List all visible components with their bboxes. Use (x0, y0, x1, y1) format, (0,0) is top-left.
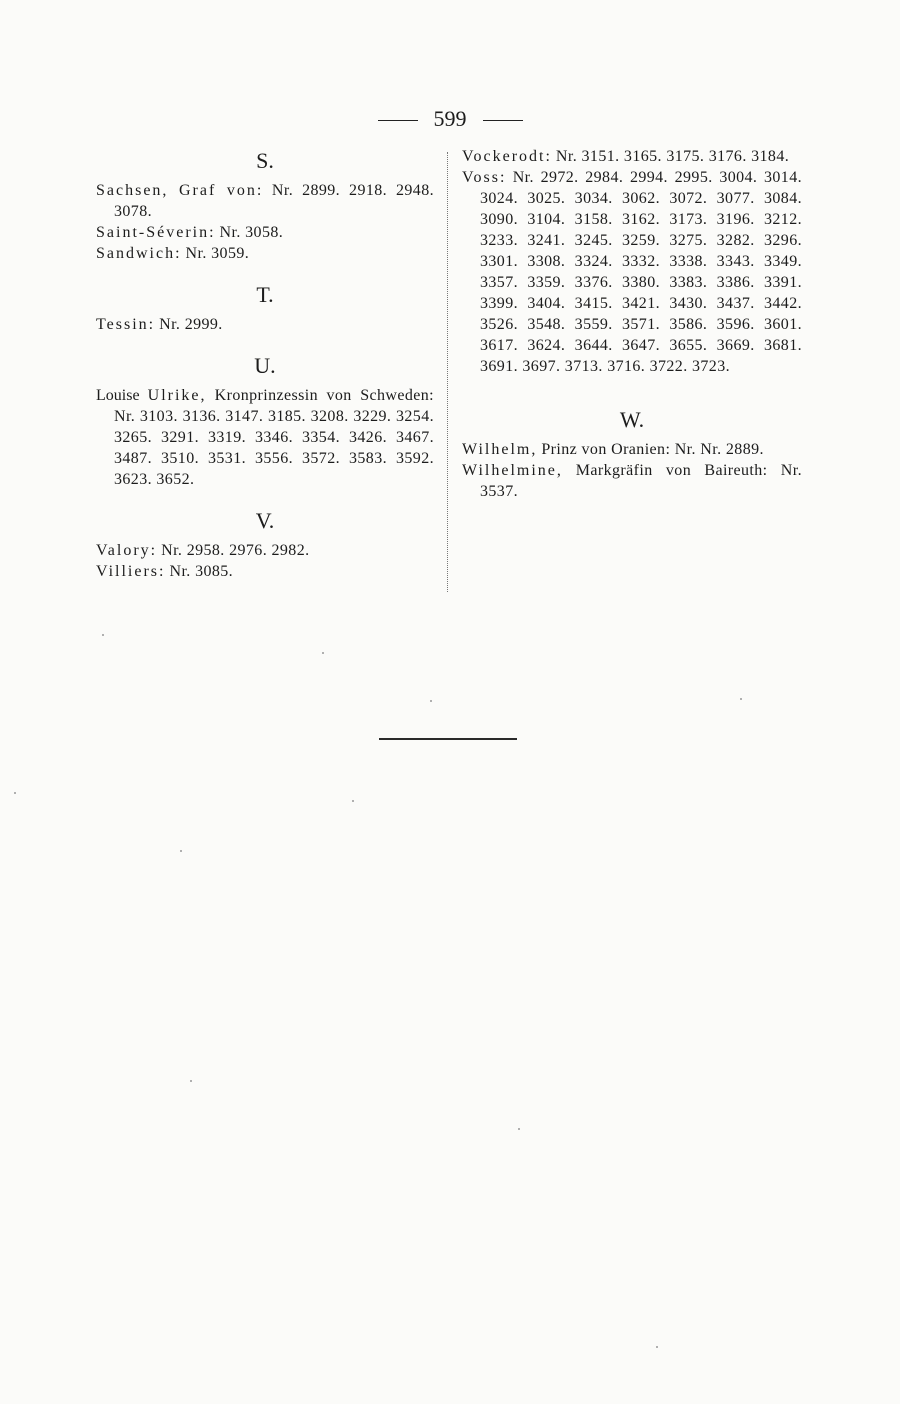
entry-name: Saint-Séverin: (96, 224, 216, 241)
index-entry-sandwich (96, 243, 434, 264)
scan-speck (740, 698, 742, 700)
index-entry-vockerodt (462, 146, 802, 167)
page-number: 599 (433, 106, 467, 131)
section-letter-s: S. (256, 148, 274, 173)
section-letter-u: U. (254, 353, 276, 378)
section-gap (96, 490, 434, 506)
section-letter-t: T. (256, 282, 274, 307)
entry-refs: Nr. 3151. 3165. 3175. 3176. 3184. (555, 148, 790, 165)
scan-speck (352, 800, 354, 802)
scan-speck (102, 634, 104, 636)
index-entry-saint-severin (96, 222, 434, 243)
index-entry-valory (96, 540, 434, 561)
section-gap (462, 377, 802, 405)
index-entry-tessin (96, 314, 434, 335)
entry-name: Tessin: (96, 316, 156, 333)
entry-name: Villiers: (96, 563, 166, 580)
scan-speck (322, 652, 324, 654)
section-gap (96, 335, 434, 351)
scan-speck (656, 1346, 658, 1348)
section-letter-v: V. (255, 508, 275, 533)
entry-refs: Markgräfin von Baireuth: Nr. 3537. (480, 462, 802, 500)
entry-refs: Nr. 3058. (219, 224, 284, 241)
entry-refs: Nr. 2972. 2984. 2994. 2995. 3004. 3014. 3024. 3025. 3034. 3062. 3072. 3077. 3084. 3090. 3104. 3158. 3162. 3173. 3196. 3212. 3233. 3241. 3245. 3259. 3275. 3282. 3296. 3301. 3308. 3324. 3332. 3338. 3343. 3349. 3357. 3359. 3376. 3380. 3383. 3386. 3391. 3399. 3404. 3415. 3421. 3430. 3437. 3442. 3526. 3548. 3559. 3571. 3586. 3596. 3601. 3617. 3624. 3644. 3647. 3655. 3669. 3681. 3691. 3697. 3713. 3716. 3722. 3723. (480, 169, 803, 375)
entry-name: Wilhelm, (462, 441, 538, 458)
entry-prefix: Louise (96, 387, 148, 404)
right-column (462, 146, 802, 502)
entry-name: Vockerodt: (462, 148, 552, 165)
scan-speck (14, 792, 16, 794)
index-entry-voss (462, 167, 802, 377)
entry-refs: Nr. 2958. 2976. 2982. (161, 542, 310, 559)
scan-speck (518, 1128, 520, 1130)
scan-speck (430, 700, 432, 702)
entry-refs: Nr. 3085. (169, 563, 234, 580)
entry-name: Wilhelmine, (462, 462, 563, 479)
section-gap (96, 264, 434, 280)
scan-speck (190, 1080, 192, 1082)
entry-name: Ulrike, (147, 387, 207, 404)
entry-refs: Kronprinzessin von Schweden: Nr. 3103. 3136. 3147. 3185. 3208. 3229. 3254. 3265. 3291. 3319. 3346. 3354. 3426. 3467. 3487. 3510. 3531. 3556. 3572. 3583. 3592. 3623. 3652. (114, 387, 435, 488)
index-entry-wilhelmine (462, 460, 802, 502)
index-entry-wilhelm (462, 439, 802, 460)
left-column (96, 146, 434, 582)
entry-refs: Nr. 2999. (159, 316, 223, 333)
entry-name: Voss: (462, 169, 507, 186)
index-entry-sachsen (96, 180, 434, 222)
entry-refs: Nr. 3059. (185, 245, 250, 262)
entry-refs: Nr. 2899. 2918. 2948. 3078. (114, 182, 435, 220)
entry-name: Valory: (96, 542, 158, 559)
entry-refs: Prinz von Oranien: Nr. Nr. 2889. (541, 441, 764, 458)
section-letter-w: W. (619, 407, 645, 432)
index-entry-villiers (96, 561, 434, 582)
end-rule (379, 738, 517, 740)
column-divider (447, 152, 448, 592)
header-rule-left (378, 120, 418, 121)
index-entry-louise-ulrike (96, 385, 434, 490)
page-header (0, 104, 900, 134)
scan-speck (180, 850, 182, 852)
entry-name: Sachsen, Graf von: (96, 182, 264, 199)
header-rule-right (483, 120, 523, 121)
entry-name: Sandwich: (96, 245, 182, 262)
